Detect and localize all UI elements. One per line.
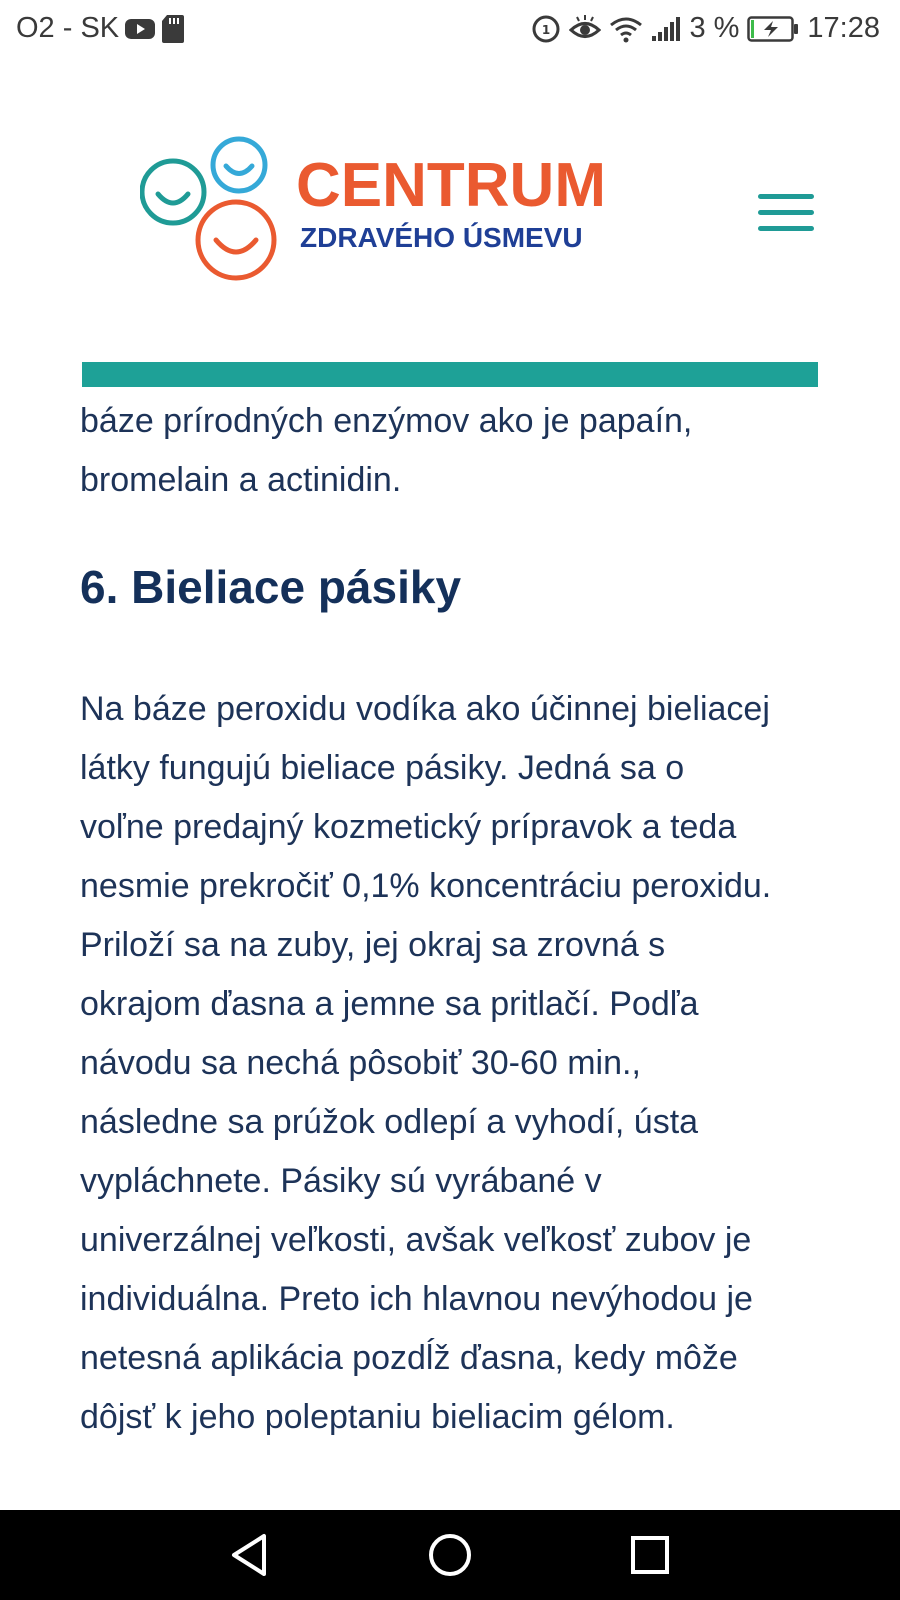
carrier-label: O2 - SK: [16, 12, 120, 44]
paragraph-line: Priloží sa na zuby, jej okraj sa zrovná s: [80, 926, 666, 964]
logo-subtitle: ZDRAVÉHO ÚSMEVU: [300, 222, 583, 253]
paragraph-line: látky fungujú bieliace pásiky. Jedná sa o: [80, 749, 685, 787]
paragraph-line: voľne predajný kozmetický prípravok a teda: [80, 808, 737, 846]
battery-percent: 3 %: [689, 12, 740, 44]
smiley-faces-icon: [140, 136, 290, 286]
paragraph-line: univerzálnej veľkosti, avšak veľkosť zubov je: [80, 1221, 752, 1259]
status-bar: [0, 0, 900, 62]
site-header: [0, 62, 900, 362]
paragraph-line: návodu sa nechá pôsobiť 30-60 min.,: [80, 1044, 641, 1082]
paragraph-line: netesná aplikácia pozdĺž ďasna, kedy môže: [80, 1339, 738, 1377]
svg-text:1: 1: [542, 22, 551, 37]
home-icon[interactable]: [425, 1530, 475, 1580]
paragraph-line: vypláchnete. Pásiky sú vyrábané v: [80, 1162, 602, 1200]
paragraph-line: dôjsť k jeho poleptaniu bieliacim gélom.: [80, 1398, 675, 1436]
clock: 17:28: [807, 12, 880, 44]
wifi-icon: [609, 15, 643, 43]
youtube-icon: [125, 18, 155, 40]
eye-comfort-icon: [569, 15, 601, 43]
system-nav-bar: [0, 1510, 900, 1600]
section-paragraph: [80, 680, 820, 1447]
teal-divider-bar: [82, 362, 818, 387]
paragraph-line: Na báze peroxidu vodíka ako účinnej bieliacej: [80, 690, 770, 728]
back-icon[interactable]: [226, 1530, 276, 1580]
recents-icon[interactable]: [625, 1530, 675, 1580]
hamburger-menu-icon[interactable]: [758, 194, 816, 234]
paragraph-line: báze prírodných enzýmov ako je papaín,: [80, 402, 693, 440]
paragraph-line: okrajom ďasna a jemne sa pritlačí. Podľa: [80, 985, 699, 1023]
paragraph-line: nesmie prekročiť 0,1% koncentráciu peroxidu.: [80, 867, 772, 905]
logo-title: CENTRUM: [296, 151, 606, 220]
sd-card-icon: [161, 14, 185, 44]
battery-charging-icon: [747, 16, 799, 42]
continued-paragraph: [80, 392, 820, 510]
status-bar-left: [16, 12, 185, 45]
paragraph-line: následne sa prúžok odlepí a vyhodí, ústa: [80, 1103, 699, 1141]
paragraph-line: bromelain a actinidin.: [80, 461, 402, 499]
status-bar-right: [531, 12, 880, 45]
paragraph-line: individuálna. Preto ich hlavnou nevýhodou je: [80, 1280, 753, 1318]
section-heading: 6. Bieliace pásiky: [80, 561, 462, 613]
signal-icon: [651, 16, 681, 42]
site-logo[interactable]: [140, 136, 620, 286]
data-saver-icon: [531, 14, 561, 44]
